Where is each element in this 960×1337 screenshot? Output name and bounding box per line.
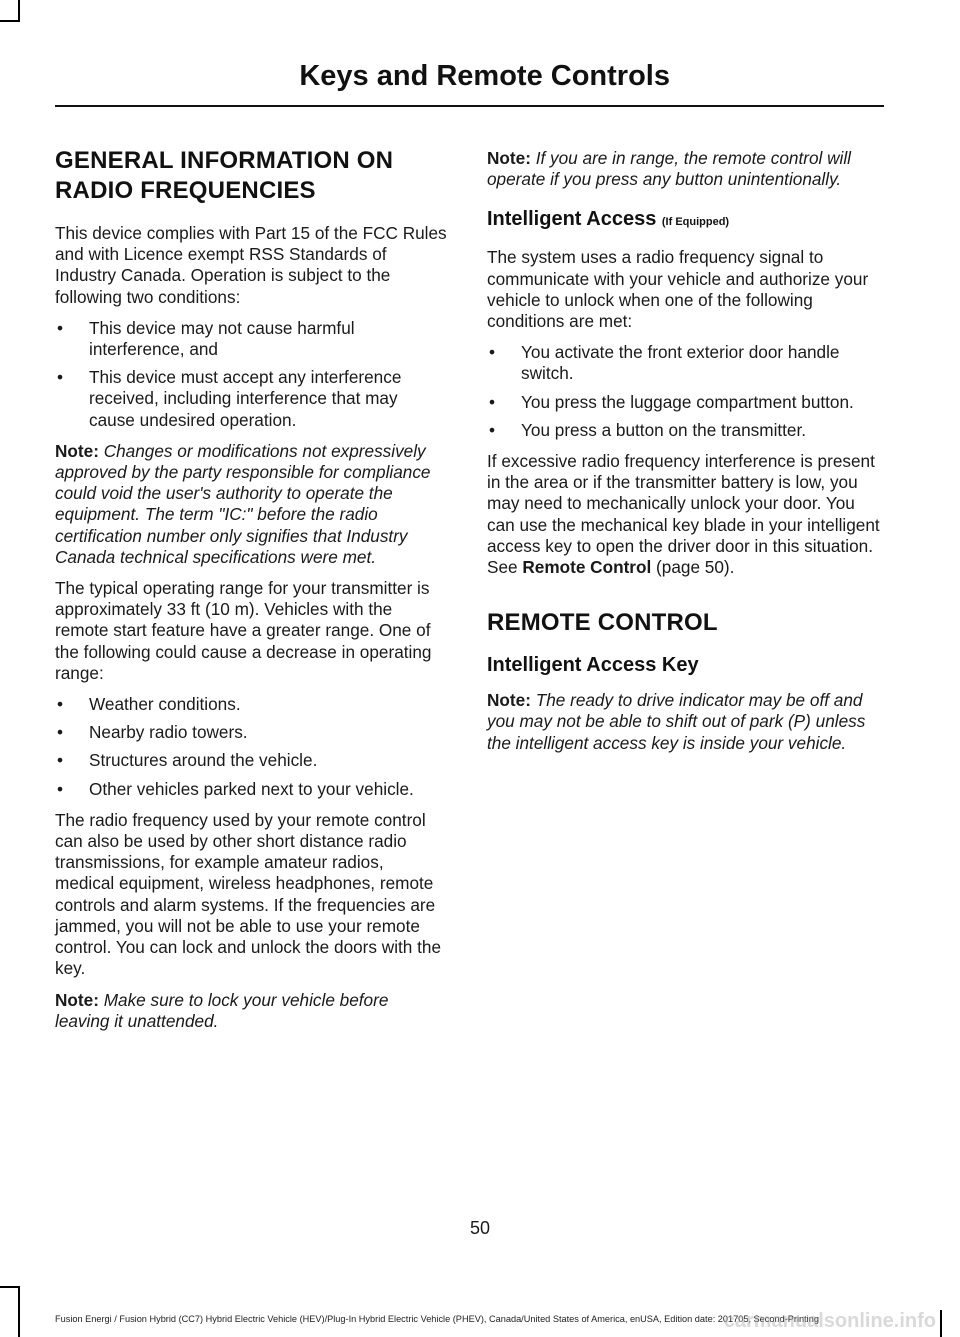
list-item <box>487 342 880 384</box>
bullet: • <box>57 367 64 388</box>
paragraph-text: If excessive radio frequency interference is present in the area or if the transmitter battery is low, you may need to mechanically unlock your door. You can use the mechanical key blade in your intelligent access key to open the driver door in this situation. See <box>487 451 880 578</box>
page-number: 50 <box>469 1218 491 1238</box>
footer-edition-text: Fusion Energi / Fusion Hybrid (CC7) Hybrid Electric Vehicle (HEV)/Plug-In Hybrid Electric Vehicle (PHEV), Canada/United States of America, enUSA, Edition date: 201705, Second-Printing <box>55 1314 819 1324</box>
list-item-text: This device must accept any interference received, including interference that may cause undesired operation. <box>89 367 402 430</box>
crop-mark-top-left-v <box>18 0 20 22</box>
note-in-range <box>487 148 880 190</box>
list-item-text: You activate the front exterior door handle switch. <box>521 342 840 384</box>
note-text: The ready to drive indicator may be off and you may not be able to shift out of park (P) unless the intelligent access key is inside your vehicle. <box>487 690 866 753</box>
bullet: • <box>57 694 64 715</box>
note-label: Note: <box>487 690 531 711</box>
paragraph-compliance: This device complies with Part 15 of the FCC Rules and with Licence exempt RSS Standards of Industry Canada. Operation is subject to the following two conditions: <box>55 223 447 307</box>
note-modifications <box>55 441 447 568</box>
note-text: If you are in range, the remote control will operate if you press any button unintentionally. <box>487 148 851 190</box>
section-heading-remote-control: REMOTE CONTROL <box>487 609 718 637</box>
crop-mark-top-left-h <box>0 20 20 22</box>
list-item <box>55 694 447 715</box>
bullet: • <box>489 391 496 412</box>
note-label: Note: <box>487 148 531 168</box>
section-heading-radio-frequencies <box>55 146 447 206</box>
list-item-text: Other vehicles parked next to your vehicle. <box>89 778 414 799</box>
subheading-text: Intelligent Access <box>487 208 657 231</box>
list-item <box>55 722 447 743</box>
list-item <box>487 420 880 441</box>
bullet: • <box>57 778 64 799</box>
note-label: Note: <box>55 989 99 1010</box>
list-item <box>487 392 880 413</box>
note-text: Changes or modifications not expressively approved by the party responsible for compliance could void the user's authority to operate the equipment. The term "IC:" before the radio certification number only signifies that Industry Canada technical specifications were met. <box>55 440 431 567</box>
note-label: Note: <box>55 440 99 461</box>
note-lock-vehicle <box>55 990 447 1032</box>
crop-mark-bottom-left-h <box>0 1286 20 1288</box>
list-item <box>55 318 447 360</box>
watermark: carmanualsonline.info <box>723 1310 936 1332</box>
page-reference: (page 50). <box>651 557 735 578</box>
paragraph-frequency-sharing: The radio frequency used by your remote control can also be used by other short distance radio transmissions, for example amateur radios, medical equipment, wireless headphones, remote controls and alarm systems. If the frequencies are jammed, you will not be able to use your remote control. You can lock and unlock the doors with the key. <box>55 809 442 979</box>
bullet: • <box>489 342 496 363</box>
paragraph-interference <box>487 451 880 578</box>
paragraph-system-signal: The system uses a radio frequency signal to communicate with your vehicle and authorize your vehicle to unlock when one of the following conditions are met: <box>487 247 869 332</box>
heading-line-2: RADIO FREQUENCIES <box>55 177 316 204</box>
subheading-intelligent-access <box>487 206 880 235</box>
crop-mark-bottom-left-v <box>18 1286 20 1337</box>
header-rule <box>55 105 884 107</box>
list-item <box>55 779 447 800</box>
list-item-text: You press the luggage compartment button. <box>521 391 854 412</box>
bullet: • <box>57 722 64 743</box>
list-item-text: Weather conditions. <box>89 694 241 715</box>
list-item-text: You press a button on the transmitter. <box>521 419 807 440</box>
list-item-text: Nearby radio towers. <box>89 722 248 743</box>
list-item <box>55 367 447 431</box>
remote-control-link[interactable]: Remote Control <box>522 557 652 578</box>
page-header-title: Keys and Remote Controls <box>299 60 670 92</box>
bullet: • <box>57 750 64 771</box>
list-item <box>55 750 447 771</box>
list-item-text: Structures around the vehicle. <box>89 750 318 771</box>
unlock-conditions-list <box>487 342 880 441</box>
paragraph-operating-range: The typical operating range for your transmitter is approximately 33 ft (10 m). Vehicles with the remote start feature have a greater range. One of the following could cause a decrease in operating range: <box>55 578 432 683</box>
left-column <box>55 146 447 1042</box>
subheading-intelligent-access-key: Intelligent Access Key <box>487 654 699 677</box>
conditions-list <box>55 318 447 431</box>
note-ready-to-drive <box>487 690 880 754</box>
bullet: • <box>489 419 496 440</box>
note-text: Make sure to lock your vehicle before leaving it unattended. <box>55 989 389 1031</box>
list-item-text: This device may not cause harmful interference, and <box>89 317 355 360</box>
right-column <box>487 148 880 764</box>
crop-mark-bottom-right-v <box>940 1310 942 1337</box>
range-factors-list <box>55 694 447 800</box>
heading-line-1: GENERAL INFORMATION ON <box>55 147 394 174</box>
bullet: • <box>57 317 64 338</box>
if-equipped-label: (If Equipped) <box>661 216 730 229</box>
